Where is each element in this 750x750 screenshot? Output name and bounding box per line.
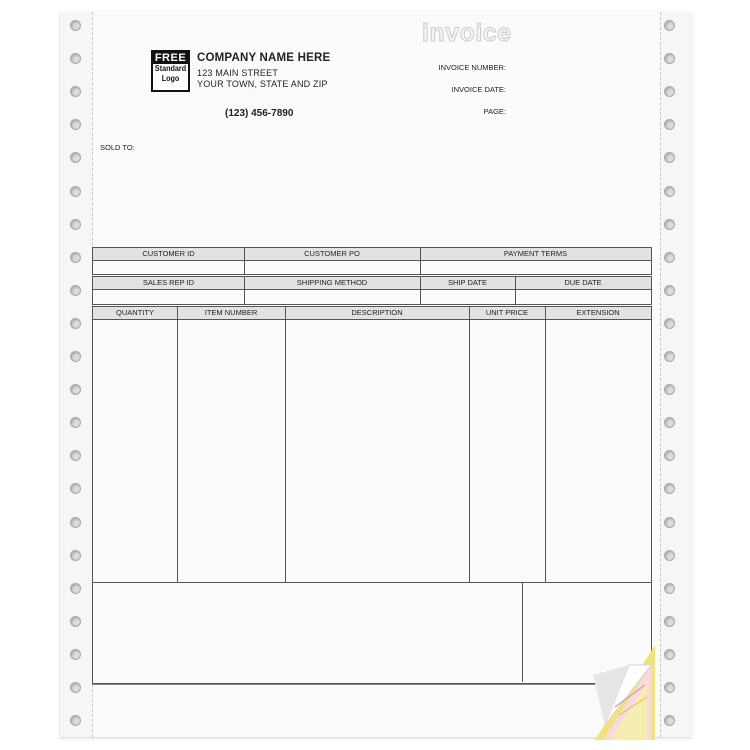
tractor-hole-left <box>70 219 81 230</box>
invoice-title: invoice <box>422 19 512 47</box>
tractor-hole-right <box>664 616 675 627</box>
tractor-hole-right <box>664 351 675 362</box>
carbon-copy-corner-graphic <box>585 645 655 740</box>
company-logo <box>151 50 190 92</box>
tractor-hole-right <box>664 583 675 594</box>
line-items-table <box>92 306 652 583</box>
tractor-hole-left <box>70 517 81 528</box>
tractor-hole-right <box>664 186 675 197</box>
company-name: COMPANY NAME HERE <box>197 52 331 64</box>
unit-price-header: UNIT PRICE <box>469 307 545 320</box>
logo-standard-text: Standard <box>154 64 187 73</box>
tractor-hole-left <box>70 351 81 362</box>
tractor-hole-right <box>664 219 675 230</box>
payment-terms-header: PAYMENT TERMS <box>420 248 651 261</box>
shipping-info-table <box>92 276 652 305</box>
due-date-header: DUE DATE <box>515 277 651 290</box>
page-label: PAGE: <box>483 107 506 116</box>
tractor-hole-right <box>664 550 675 561</box>
tractor-hole-right <box>664 682 675 693</box>
tractor-hole-right <box>664 252 675 263</box>
tractor-hole-right <box>664 318 675 329</box>
logo-free-text: FREE <box>154 52 187 64</box>
company-street: 123 MAIN STREET <box>197 68 279 78</box>
quantity-header: QUANTITY <box>93 307 177 320</box>
company-phone: (123) 456-7890 <box>225 108 294 119</box>
invoice-number-label: INVOICE NUMBER: <box>438 63 506 72</box>
tractor-hole-right <box>664 285 675 296</box>
tractor-hole-left <box>70 252 81 263</box>
tractor-hole-left <box>70 583 81 594</box>
company-city-state-zip: YOUR TOWN, STATE AND ZIP <box>197 79 328 89</box>
logo-logo-text: Logo <box>161 74 180 83</box>
sales-rep-id-header: SALES REP ID <box>93 277 244 290</box>
item-number-header: ITEM NUMBER <box>177 307 285 320</box>
tractor-hole-left <box>70 186 81 197</box>
tractor-hole-right <box>664 517 675 528</box>
tractor-hole-right <box>664 20 675 31</box>
bottom-rule <box>92 684 652 685</box>
tractor-hole-left <box>70 20 81 31</box>
customer-info-table <box>92 247 652 275</box>
customer-po-header: CUSTOMER PO <box>244 248 420 261</box>
shipping-method-header: SHIPPING METHOD <box>244 277 420 290</box>
tractor-hole-left <box>70 649 81 660</box>
customer-id-header: CUSTOMER ID <box>93 248 244 261</box>
tractor-hole-left <box>70 616 81 627</box>
extension-header: EXTENSION <box>545 307 651 320</box>
totals-section <box>92 582 652 684</box>
description-header: DESCRIPTION <box>285 307 469 320</box>
sold-to-label: SOLD TO: <box>100 143 135 152</box>
tractor-hole-left <box>70 682 81 693</box>
invoice-date-label: INVOICE DATE: <box>451 85 506 94</box>
ship-date-header: SHIP DATE <box>420 277 515 290</box>
tractor-hole-left <box>70 318 81 329</box>
tractor-hole-right <box>664 649 675 660</box>
tractor-hole-left <box>70 550 81 561</box>
tractor-hole-left <box>70 285 81 296</box>
